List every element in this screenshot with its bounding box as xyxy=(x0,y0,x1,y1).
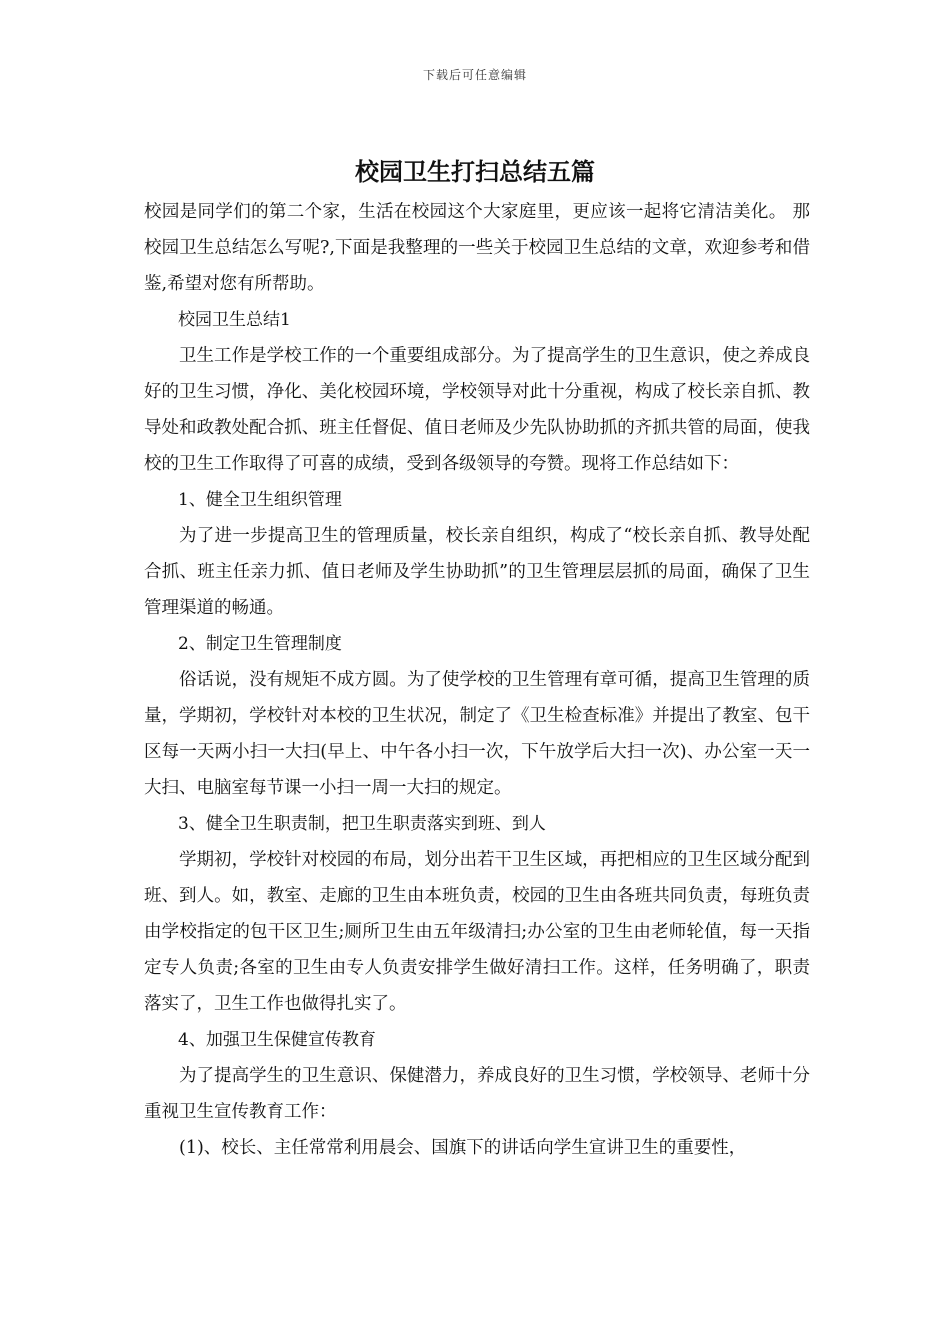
paragraph-6: (1)、校长、主任常常利用晨会、国旗下的讲话向学生宣讲卫生的重要性， xyxy=(179,1138,747,1158)
paragraph-5: 为了提高学生的卫生意识、保健潜力，养成良好的卫生习惯，学校领导、老师十分重视卫生宣传教育工作： xyxy=(144,1066,810,1122)
page-title: 校园卫生打扫总结五篇 xyxy=(355,158,595,186)
paragraph-1: 卫生工作是学校工作的一个重要组成部分。为了提高学生的卫生意识，使之养成良好的卫生习惯，净化、美化校园环境，学校领导对此十分重视，构成了校长亲自抓、教导处和政教处配合抓、班主任督促、值日老师及少先队协助抓的齐抓共管的局面，使我校的卫生工作取得了可喜的成绩，受到各级领导的夸赞。现将工作总结如下： xyxy=(144,346,810,474)
document-body xyxy=(144,194,810,1166)
heading-2: 2、制定卫生管理制度 xyxy=(178,634,342,654)
section-title: 校园卫生总结1 xyxy=(178,310,291,330)
paragraph-2: 为了进一步提高卫生的管理质量，校长亲自组织，构成了“校长亲自抓、教导处配合抓、班主任亲力抓、值日老师及学生协助抓”的卫生管理层层抓的局面，确保了卫生管理渠道的畅通。 xyxy=(144,526,810,618)
header-note: 下载后可任意编辑 xyxy=(422,68,527,82)
intro-paragraph: 校园是同学们的第二个家，生活在校园这个大家庭里，更应该一起将它清洁美化。 那校园卫生总结怎么写呢?,下面是我整理的一些关于校园卫生总结的文章，欢迎参考和借鉴,希望对您有所帮助。 xyxy=(144,202,810,294)
paragraph-3: 俗话说，没有规矩不成方圆。为了使学校的卫生管理有章可循，提高卫生管理的质量，学期初，学校针对本校的卫生状况，制定了《卫生检查标准》并提出了教室、包干区每一天两小扫一大扫(早上、中午各小扫一次，下午放学后大扫一次)、办公室一天一大扫、电脑室每节课一小扫一周一大扫的规定。 xyxy=(144,670,810,798)
heading-3: 3、健全卫生职责制，把卫生职责落实到班、到人 xyxy=(178,814,546,834)
heading-1: 1、健全卫生组织管理 xyxy=(178,490,342,510)
heading-4: 4、加强卫生保健宣传教育 xyxy=(178,1030,376,1050)
paragraph-4: 学期初，学校针对校园的布局，划分出若干卫生区域，再把相应的卫生区域分配到班、到人。如，教室、走廊的卫生由本班负责，校园的卫生由各班共同负责，每班负责由学校指定的包干区卫生;厕所卫生由五年级清扫;办公室的卫生由老师轮值，每一天指定专人负责;各室的卫生由专人负责安排学生做好清扫工作。这样，任务明确了，职责落实了，卫生工作也做得扎实了。 xyxy=(144,850,810,1014)
